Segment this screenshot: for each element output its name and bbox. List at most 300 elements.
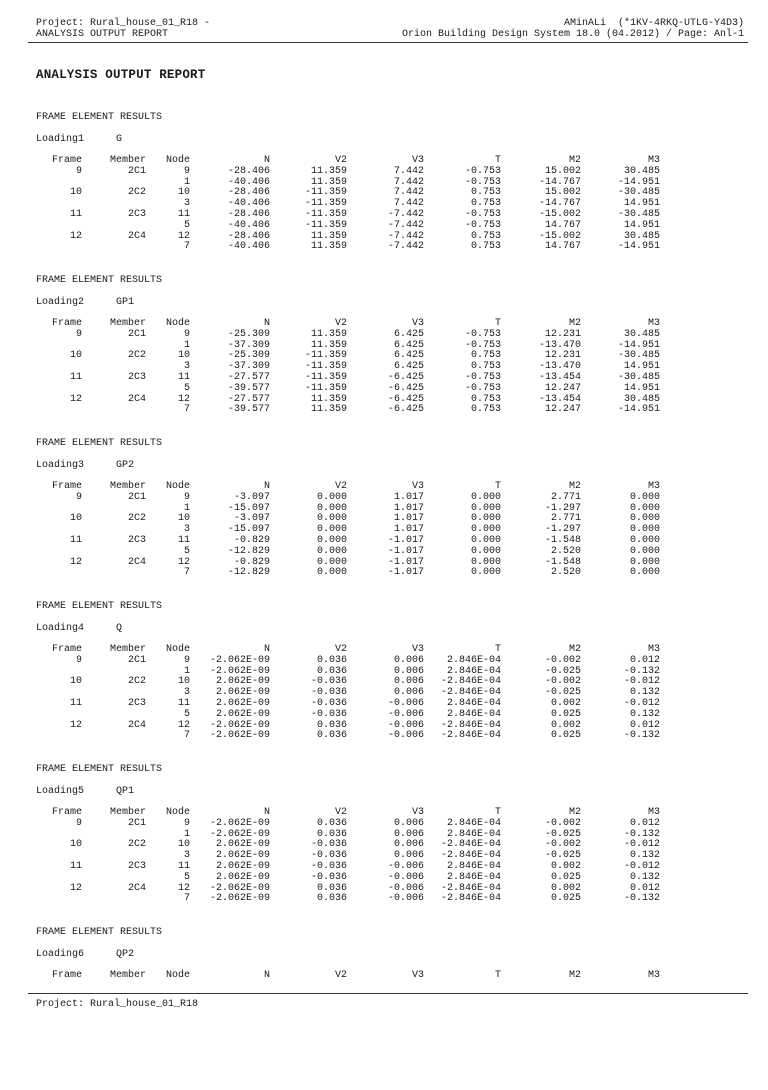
table-cell: -2.846E-04 (440, 882, 501, 894)
table-cell (36, 568, 82, 579)
column-header: T (494, 318, 501, 329)
table-cell: 9 (75, 654, 82, 666)
table-cell: 11.359 (310, 165, 347, 177)
table-cell: 0.036 (316, 719, 347, 731)
table-cell: 2.520 (550, 545, 581, 557)
table-cell: -0.036 (310, 839, 347, 851)
table-cell: 12 (177, 556, 190, 568)
column-header: Node (165, 481, 190, 492)
loading-case: QP2 (116, 949, 135, 960)
table-cell: 1 (183, 828, 190, 840)
table-row (36, 384, 660, 395)
loading-id: Loading2 (36, 297, 85, 308)
table-cell: -0.036 (310, 687, 347, 699)
table-cell: 11 (69, 534, 82, 546)
table-cell: 6.425 (393, 350, 424, 362)
header-right (402, 18, 744, 40)
column-header: M2 (568, 155, 581, 166)
table-cell: -30.485 (617, 371, 660, 383)
table-cell: 0.000 (316, 534, 347, 546)
table-cell: 11.359 (310, 230, 347, 242)
table-cell: -13.470 (538, 361, 581, 373)
table-cell: -11.359 (304, 187, 347, 199)
table-cell: -2.062E-09 (209, 828, 270, 840)
column-header: Node (165, 970, 190, 981)
table-cell: 0.002 (550, 697, 581, 709)
table-cell: -0.036 (310, 871, 347, 883)
table-cell: 10 (69, 187, 82, 199)
column-header: Member (109, 807, 146, 818)
table-row (36, 242, 660, 253)
table-cell: 0.000 (629, 545, 660, 557)
table-cell: 10 (177, 350, 190, 362)
table-cell: 2.062E-09 (215, 676, 270, 688)
table-cell: -40.406 (227, 219, 270, 231)
loading-line (36, 786, 135, 797)
table-cell: 9 (183, 328, 190, 340)
loading-id: Loading4 (36, 623, 85, 634)
column-header: M3 (647, 644, 660, 655)
table-cell: 2.846E-04 (446, 871, 501, 883)
table-cell: -0.025 (544, 850, 581, 862)
table-cell: 1.017 (393, 524, 424, 536)
table-cell: -28.406 (227, 165, 270, 177)
section-heading: FRAME ELEMENT RESULTS (36, 438, 163, 449)
column-header: M3 (647, 155, 660, 166)
table-cell: 0.132 (629, 871, 660, 883)
section-heading: FRAME ELEMENT RESULTS (36, 112, 163, 123)
table-cell: -15.002 (538, 208, 581, 220)
table-cell: -2.062E-09 (209, 817, 270, 829)
table-cell: 7.442 (393, 176, 424, 188)
table-row (36, 873, 660, 884)
table-cell: -2.846E-04 (440, 719, 501, 731)
table-cell: 11 (177, 860, 190, 872)
table-cell: 2.062E-09 (215, 871, 270, 883)
column-header: T (494, 644, 501, 655)
table-cell: 2C2 (127, 513, 146, 525)
table-cell: 12 (69, 556, 82, 568)
table-cell: 12.247 (544, 404, 581, 416)
table-cell: -2.062E-09 (209, 665, 270, 677)
column-header: N (263, 807, 270, 818)
table-cell: 7.442 (393, 198, 424, 210)
column-header: M3 (647, 481, 660, 492)
table-cell: 0.753 (470, 361, 501, 373)
table-cell: 0.036 (316, 882, 347, 894)
table-cell: -0.002 (544, 676, 581, 688)
table-cell: -0.036 (310, 860, 347, 872)
table-cell: -7.442 (387, 230, 424, 242)
table-cell: 0.036 (316, 665, 347, 677)
table-cell: 0.000 (629, 491, 660, 503)
table-cell: 2C3 (127, 208, 146, 220)
table-cell: -3.097 (233, 513, 270, 525)
table-row (36, 493, 660, 504)
table-cell: -0.829 (233, 534, 270, 546)
table-cell: 6.425 (393, 339, 424, 351)
table-cell: 10 (177, 676, 190, 688)
table-cell: 0.753 (470, 393, 501, 405)
table-cell: -15.002 (538, 230, 581, 242)
column-header: Member (109, 970, 146, 981)
loading-line (36, 623, 123, 634)
table-cell: -25.309 (227, 328, 270, 340)
table-cell: 10 (177, 187, 190, 199)
table-cell: 14.951 (623, 382, 660, 394)
table-cell: -0.012 (623, 676, 660, 688)
table-cell (36, 221, 82, 232)
table-cell: 0.000 (629, 567, 660, 579)
table-row (36, 547, 660, 558)
table-cell: -0.006 (387, 730, 424, 742)
column-header: Frame (51, 155, 82, 166)
table-cell: 14.951 (623, 198, 660, 210)
table-cell: 0.025 (550, 871, 581, 883)
table-cell: 0.753 (470, 198, 501, 210)
table-cell: 30.485 (623, 393, 660, 405)
table-cell: 2C3 (127, 697, 146, 709)
table-cell: 12 (69, 393, 82, 405)
table-cell: 7 (183, 567, 190, 579)
table-cell: 7 (183, 893, 190, 905)
table-cell: -1.297 (544, 524, 581, 536)
table-cell: -12.829 (227, 567, 270, 579)
table-cell: 12 (177, 882, 190, 894)
table-cell: 11.359 (310, 328, 347, 340)
table-cell: -0.753 (464, 371, 501, 383)
table-cell: 10 (69, 839, 82, 851)
table-cell: -7.442 (387, 241, 424, 253)
table-cell: 0.000 (316, 502, 347, 514)
table-cell: 2.771 (550, 513, 581, 525)
table-cell: -0.829 (233, 556, 270, 568)
column-header: Node (165, 644, 190, 655)
table-cell: 7 (183, 241, 190, 253)
results-table (36, 319, 660, 416)
table-cell (36, 547, 82, 558)
table-cell (36, 710, 82, 721)
results-section (0, 438, 768, 601)
table-cell: 11 (69, 697, 82, 709)
loading-id: Loading3 (36, 460, 85, 471)
column-header: V2 (334, 318, 347, 329)
table-cell: -0.006 (387, 697, 424, 709)
column-header: T (494, 155, 501, 166)
table-cell: 9 (75, 328, 82, 340)
table-cell: 0.000 (470, 556, 501, 568)
table-cell: 11.359 (310, 339, 347, 351)
table-cell: 2C4 (127, 230, 146, 242)
table-cell: -14.767 (538, 176, 581, 188)
table-cell: 2C4 (127, 719, 146, 731)
table-cell: 1 (183, 339, 190, 351)
table-cell: 30.485 (623, 165, 660, 177)
table-cell: -14.767 (538, 198, 581, 210)
footer-divider (28, 993, 748, 994)
table-cell: 0.000 (470, 502, 501, 514)
table-cell: 1.017 (393, 491, 424, 503)
column-header: T (494, 970, 501, 981)
results-table (36, 482, 660, 579)
results-table (36, 808, 660, 905)
table-cell: 2C2 (127, 676, 146, 688)
table-cell: 10 (69, 350, 82, 362)
table-cell: -0.132 (623, 665, 660, 677)
table-cell (36, 873, 82, 884)
table-cell: 14.951 (623, 219, 660, 231)
table-cell: 3 (183, 361, 190, 373)
table-cell: 12.247 (544, 382, 581, 394)
column-header: V3 (411, 481, 424, 492)
header-software-page: Orion Building Design System 18.0 (04.2012) / Page: Anl-1 (401, 29, 744, 40)
footer-project: Project: Rural_house_01_R18 (36, 999, 199, 1010)
column-header: M3 (647, 970, 660, 981)
table-cell: -0.753 (464, 219, 501, 231)
table-cell: -0.012 (623, 839, 660, 851)
table-cell: 0.036 (316, 893, 347, 905)
loading-case: G (116, 134, 123, 145)
table-cell: 0.006 (393, 676, 424, 688)
table-cell: -0.006 (387, 871, 424, 883)
column-header: Member (109, 644, 146, 655)
results-table (36, 156, 660, 253)
section-heading: FRAME ELEMENT RESULTS (36, 275, 163, 286)
loading-line (36, 297, 135, 308)
column-header: N (263, 318, 270, 329)
table-cell: -0.006 (387, 882, 424, 894)
table-cell: -6.425 (387, 371, 424, 383)
loading-id: Loading6 (36, 949, 85, 960)
table-cell: 10 (177, 839, 190, 851)
table-cell: 0.000 (470, 491, 501, 503)
column-header: N (263, 481, 270, 492)
table-cell: 5 (183, 871, 190, 883)
table-cell: -40.406 (227, 198, 270, 210)
table-cell: 2.846E-04 (446, 665, 501, 677)
table-cell: 3 (183, 687, 190, 699)
table-cell: 0.000 (316, 491, 347, 503)
table-cell: -0.012 (623, 860, 660, 872)
table-cell: -37.309 (227, 361, 270, 373)
loading-line (36, 949, 135, 960)
table-cell: -3.097 (233, 491, 270, 503)
header-left (36, 18, 210, 40)
table-cell: -2.062E-09 (209, 719, 270, 731)
table-cell: 1 (183, 176, 190, 188)
table-cell: 11 (69, 208, 82, 220)
table-cell: 0.132 (629, 708, 660, 720)
table-cell: 0.753 (470, 230, 501, 242)
table-cell: 0.006 (393, 839, 424, 851)
table-cell: -2.846E-04 (440, 730, 501, 742)
table-cell: 6.425 (393, 328, 424, 340)
table-cell (82, 710, 146, 721)
table-cell: 12 (69, 230, 82, 242)
table-row (36, 656, 660, 667)
table-cell: 0.012 (629, 882, 660, 894)
table-cell: -0.006 (387, 893, 424, 905)
table-cell (82, 731, 146, 742)
table-cell: -25.309 (227, 350, 270, 362)
table-cell: -0.036 (310, 697, 347, 709)
column-header: M2 (568, 807, 581, 818)
table-cell: 12.231 (544, 328, 581, 340)
table-cell: -2.062E-09 (209, 654, 270, 666)
table-cell: -0.006 (387, 708, 424, 720)
table-cell: -2.062E-09 (209, 893, 270, 905)
table-cell: 9 (183, 491, 190, 503)
table-cell: -27.577 (227, 393, 270, 405)
table-cell: -0.753 (464, 382, 501, 394)
table-cell: -2.062E-09 (209, 730, 270, 742)
column-header: Frame (51, 318, 82, 329)
column-header: V3 (411, 807, 424, 818)
results-table (36, 645, 660, 742)
table-cell: 2.846E-04 (446, 817, 501, 829)
table-cell: -0.006 (387, 719, 424, 731)
loading-line (36, 134, 123, 145)
table-cell: 2C1 (127, 491, 146, 503)
table-cell: 2C1 (127, 654, 146, 666)
table-cell (36, 384, 82, 395)
table-cell: 0.753 (470, 187, 501, 199)
table-cell: 3 (183, 198, 190, 210)
table-cell: 2C4 (127, 393, 146, 405)
table-cell: 0.000 (629, 502, 660, 514)
table-cell: -2.846E-04 (440, 893, 501, 905)
table-cell: -14.951 (617, 339, 660, 351)
table-cell: -0.753 (464, 165, 501, 177)
column-header: Member (109, 318, 146, 329)
table-cell: 11 (177, 697, 190, 709)
table-cell: 2.846E-04 (446, 654, 501, 666)
table-cell: 2.062E-09 (215, 687, 270, 699)
table-row (36, 731, 660, 742)
table-cell: 0.025 (550, 893, 581, 905)
table-cell: 3 (183, 524, 190, 536)
table-cell: -1.017 (387, 556, 424, 568)
table-cell: -1.548 (544, 534, 581, 546)
table-cell: 0.000 (629, 513, 660, 525)
table-cell: 12 (177, 393, 190, 405)
loading-id: Loading5 (36, 786, 85, 797)
table-cell: -11.359 (304, 371, 347, 383)
table-cell: 9 (75, 491, 82, 503)
section-heading: FRAME ELEMENT RESULTS (36, 927, 163, 938)
table-cell: 30.485 (623, 328, 660, 340)
table-cell: 9 (183, 654, 190, 666)
table-cell: 14.767 (544, 219, 581, 231)
table-cell: -0.002 (544, 817, 581, 829)
table-cell (36, 405, 82, 416)
table-row (36, 568, 660, 579)
table-cell: 0.000 (316, 556, 347, 568)
table-cell: 2.062E-09 (215, 708, 270, 720)
table-cell: 11.359 (310, 393, 347, 405)
table-cell: 2C2 (127, 350, 146, 362)
table-cell: 2C1 (127, 165, 146, 177)
table-header-row (36, 971, 660, 982)
table-cell: 0.036 (316, 654, 347, 666)
table-cell: -6.425 (387, 382, 424, 394)
loading-case: GP2 (116, 460, 135, 471)
table-cell: 9 (183, 165, 190, 177)
header-user-license: AMinALi (*1KV-4RKQ-UTLG-Y4D3) (563, 18, 744, 29)
table-cell (36, 731, 82, 742)
column-header: V3 (411, 155, 424, 166)
results-table (36, 971, 660, 982)
column-header: V2 (334, 807, 347, 818)
table-cell: -39.577 (227, 404, 270, 416)
table-cell: 0.012 (629, 654, 660, 666)
column-header: Node (165, 807, 190, 818)
table-cell: 2C2 (127, 187, 146, 199)
table-cell: -28.406 (227, 230, 270, 242)
column-header: Frame (51, 644, 82, 655)
table-cell: -14.951 (617, 176, 660, 188)
table-cell: 2C3 (127, 371, 146, 383)
table-cell: 11 (69, 860, 82, 872)
table-cell: 0.002 (550, 860, 581, 872)
table-cell: 7 (183, 730, 190, 742)
table-cell: 0.132 (629, 687, 660, 699)
table-cell: -27.577 (227, 371, 270, 383)
results-sections (0, 112, 768, 1090)
table-cell: -6.425 (387, 393, 424, 405)
table-cell: 2.846E-04 (446, 860, 501, 872)
column-header: Frame (51, 807, 82, 818)
table-cell: 2C4 (127, 556, 146, 568)
table-cell (82, 547, 146, 558)
table-cell: 7 (183, 404, 190, 416)
table-cell: -37.309 (227, 339, 270, 351)
table-cell: 2.520 (550, 567, 581, 579)
table-cell (82, 568, 146, 579)
table-cell: -15.097 (227, 502, 270, 514)
table-cell (36, 242, 82, 253)
column-header: Member (109, 481, 146, 492)
table-cell: 0.012 (629, 817, 660, 829)
table-cell: 0.025 (550, 708, 581, 720)
loading-case: Q (116, 623, 123, 634)
table-cell: 0.000 (470, 524, 501, 536)
table-cell: 0.753 (470, 404, 501, 416)
column-header: M3 (647, 318, 660, 329)
table-cell: 0.000 (629, 534, 660, 546)
table-cell: -13.454 (538, 393, 581, 405)
table-cell (82, 221, 146, 232)
table-cell: 0.006 (393, 687, 424, 699)
column-header: M2 (568, 318, 581, 329)
table-row (36, 894, 660, 905)
loading-line (36, 460, 135, 471)
table-cell: -2.846E-04 (440, 839, 501, 851)
table-cell: 7.442 (393, 165, 424, 177)
table-cell: -0.002 (544, 654, 581, 666)
table-cell: 11 (177, 534, 190, 546)
loading-case: QP1 (116, 786, 135, 797)
table-cell (82, 384, 146, 395)
table-cell: 15.002 (544, 165, 581, 177)
table-cell: -40.406 (227, 241, 270, 253)
table-cell: -13.454 (538, 371, 581, 383)
table-cell: 5 (183, 545, 190, 557)
table-cell: -28.406 (227, 187, 270, 199)
table-cell: 9 (183, 817, 190, 829)
table-cell: -30.485 (617, 208, 660, 220)
table-cell: 2C1 (127, 328, 146, 340)
